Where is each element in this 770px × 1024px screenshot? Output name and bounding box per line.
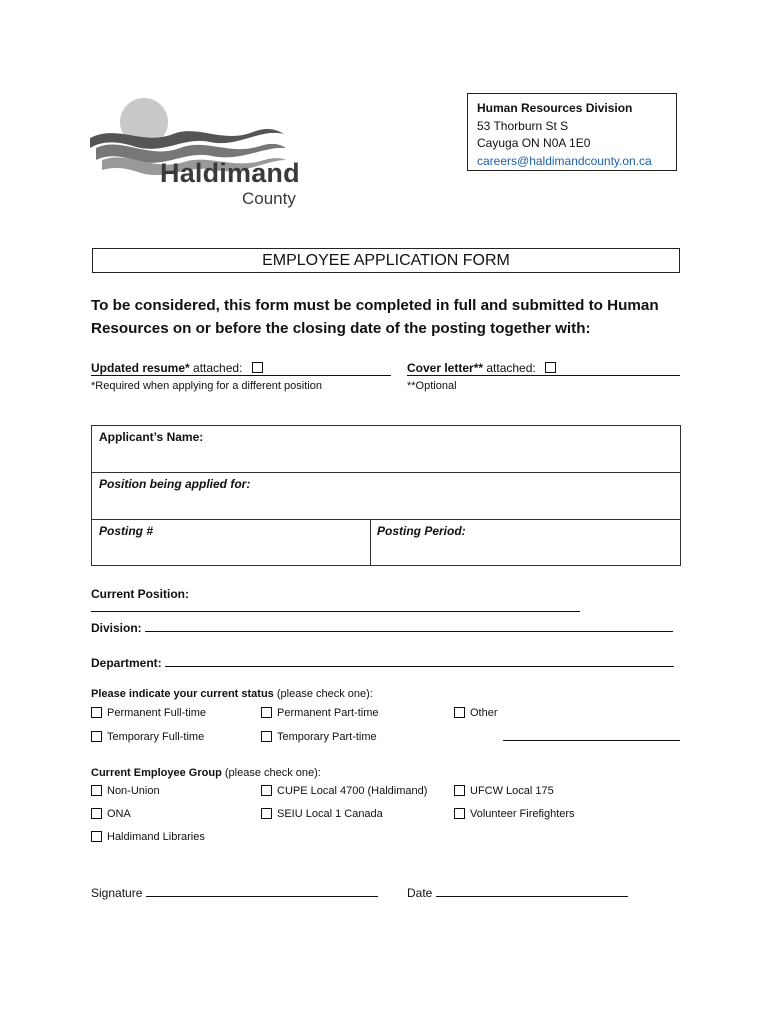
option-label: SEIU Local 1 Canada — [277, 808, 383, 820]
option-label: ONA — [107, 808, 131, 820]
resume-checkbox[interactable] — [252, 362, 263, 373]
status-heading-rest: (please check one): — [273, 688, 373, 700]
resume-note: *Required when applying for a different position — [91, 380, 322, 392]
applicant-table — [91, 425, 681, 566]
signature-field[interactable] — [91, 886, 378, 900]
group-option-libraries[interactable] — [91, 831, 205, 843]
cover-attach — [407, 361, 682, 376]
division-field[interactable] — [91, 621, 681, 635]
status-option-perm-part[interactable] — [261, 707, 378, 719]
status-option-temp-full[interactable] — [91, 731, 204, 743]
option-label: CUPE Local 4700 (Haldimand) — [277, 785, 428, 797]
checkbox-icon[interactable] — [454, 808, 465, 819]
current-position-line[interactable] — [91, 601, 580, 612]
option-label: Temporary Full-time — [107, 731, 205, 743]
checkbox-icon[interactable] — [261, 808, 272, 819]
checkbox-icon[interactable] — [454, 707, 465, 718]
checkbox-icon[interactable] — [91, 707, 102, 718]
option-label: Permanent Full-time — [107, 707, 207, 719]
group-heading-bold: Current Employee Group — [91, 767, 222, 779]
option-label: Permanent Part-time — [277, 707, 379, 719]
address-box — [467, 93, 677, 171]
resume-attach — [91, 361, 409, 376]
posting-number-label: Posting # — [99, 524, 154, 538]
checkbox-icon[interactable] — [454, 785, 465, 796]
posting-row — [92, 520, 680, 566]
street-address: 53 Thorburn St S — [477, 118, 569, 133]
department-label: Department: — [91, 656, 162, 670]
option-label: Haldimand Libraries — [107, 831, 205, 843]
logo-subtitle: County — [242, 189, 296, 208]
city-address: Cayuga ON N0A 1E0 — [477, 136, 591, 150]
cover-label: Cover letter** — [407, 361, 484, 375]
group-heading-rest: (please check one): — [221, 767, 321, 779]
status-option-perm-full[interactable] — [91, 707, 206, 719]
group-option-ona[interactable] — [91, 808, 131, 820]
option-label: Other — [470, 707, 498, 719]
signature-label: Signature — [91, 886, 143, 900]
intro-text: To be considered, this form must be completed in full and submitted to Human Resources on or before the closing date of the posting together with: — [91, 297, 659, 337]
option-label: Non-Union — [107, 785, 160, 797]
logo-word: Haldimand — [160, 158, 300, 188]
checkbox-icon[interactable] — [261, 731, 272, 742]
date-label: Date — [407, 886, 433, 900]
checkbox-icon[interactable] — [91, 808, 102, 819]
checkbox-icon[interactable] — [261, 785, 272, 796]
checkbox-icon[interactable] — [91, 831, 102, 842]
cover-note: **Optional — [407, 380, 457, 392]
division-label: Division: — [91, 621, 142, 635]
date-line[interactable] — [436, 886, 628, 897]
group-option-seiu[interactable] — [261, 808, 383, 820]
option-label: Volunteer Firefighters — [470, 808, 575, 820]
group-option-firefighters[interactable] — [454, 808, 575, 820]
status-option-temp-part[interactable] — [261, 731, 377, 743]
current-position-label: Current Position: — [91, 587, 189, 601]
position-field[interactable] — [92, 473, 680, 520]
division-line[interactable] — [145, 621, 673, 632]
date-field[interactable] — [407, 886, 628, 900]
form-title: EMPLOYEE APPLICATION FORM — [92, 248, 680, 273]
current-position-field[interactable] — [91, 587, 681, 615]
group-option-cupe[interactable] — [261, 785, 427, 797]
department-field[interactable] — [91, 656, 681, 670]
checkbox-icon[interactable] — [261, 707, 272, 718]
status-heading-bold: Please indicate your current status — [91, 688, 274, 700]
posting-period-label: Posting Period: — [377, 524, 466, 538]
other-specify-line[interactable] — [503, 740, 680, 741]
checkbox-icon[interactable] — [91, 731, 102, 742]
checkbox-icon[interactable] — [91, 785, 102, 796]
department-line[interactable] — [165, 656, 674, 667]
cover-checkbox[interactable] — [545, 362, 556, 373]
applicant-name-label: Applicant’s Name: — [99, 430, 204, 444]
group-option-non-union[interactable] — [91, 785, 160, 797]
resume-suffix: attached: — [189, 361, 243, 375]
division-name: Human Resources Division — [477, 101, 633, 115]
group-heading — [91, 767, 321, 779]
group-option-ufcw[interactable] — [454, 785, 554, 797]
signature-line[interactable] — [146, 886, 378, 897]
option-label: UFCW Local 175 — [470, 785, 554, 797]
cover-suffix: attached: — [483, 361, 536, 375]
applicant-name-field[interactable] — [92, 426, 680, 473]
resume-label: Updated resume* — [91, 361, 190, 375]
table-divider — [370, 520, 371, 566]
option-label: Temporary Part-time — [277, 731, 377, 743]
email-link[interactable]: careers@haldimandcounty.on.ca — [477, 153, 652, 168]
status-option-other[interactable] — [454, 707, 498, 719]
position-label: Position being applied for: — [99, 477, 251, 491]
status-heading — [91, 688, 373, 700]
